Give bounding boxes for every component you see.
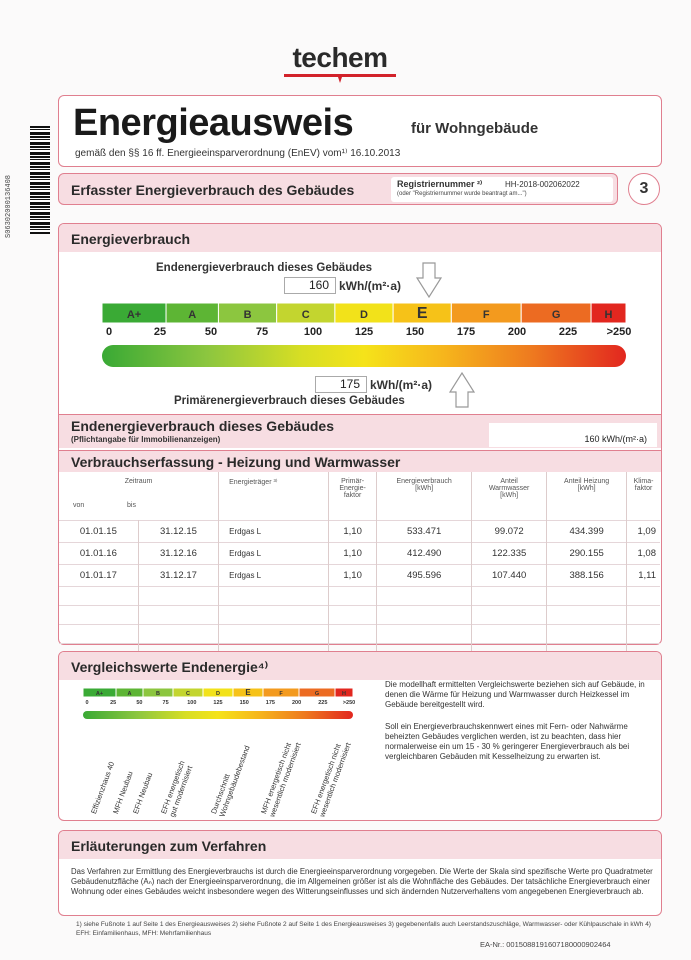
class-label-g: G bbox=[551, 309, 561, 321]
registration-label: Registriernummer ²⁾ bbox=[397, 179, 483, 189]
cell-verbrauch: 533.471 bbox=[377, 520, 472, 542]
scale-tick-1: 25 bbox=[153, 326, 167, 338]
primary-energy-unit: kWh/(m²·a) bbox=[370, 378, 432, 392]
scale-tick-5: 125 bbox=[213, 700, 223, 706]
erlaeuterungen-text: Das Verfahren zur Ermittlung des Energieverbrauchs ist durch die Energieeinsparverordnung vorgegeben. Die Werte der Skala sind spezifische Werte pro Quadratmeter Gebäudenutzfläche (Aₙ) nach der Energieeinsparverordnung, die im Allgemeinen größer ist als die Wohnfläche des Gebäudes. Der tatsächliche Energieverbrauch einer Wohnung oder eines Gebäudes weicht insbesondere wegen des Witterungseinflusses und sich ändernden Nutzerverhaltens vom angegebenen Energieverbrauch ab. bbox=[71, 867, 653, 896]
class-label-f: F bbox=[482, 309, 490, 321]
empty-table-row bbox=[59, 605, 660, 624]
end-energy-label: Endenergieverbrauch dieses Gebäudes bbox=[156, 262, 373, 274]
scale-tick-6: 150 bbox=[405, 326, 425, 338]
energieverbrauch-header bbox=[59, 224, 661, 252]
page-number: 3 bbox=[628, 173, 660, 205]
class-label-e: E bbox=[245, 688, 251, 697]
mini-class-scale bbox=[83, 688, 353, 697]
title-box bbox=[58, 95, 662, 167]
scale-tick-9: 225 bbox=[558, 326, 578, 338]
scale-tick-2: 50 bbox=[136, 700, 143, 706]
cell-von: 01.01.17 bbox=[59, 564, 138, 586]
cell-verbrauch: 412.490 bbox=[377, 542, 472, 564]
consumption-table bbox=[59, 472, 660, 662]
vergleichswerte-title: Vergleichswerte Endenergie⁴⁾ bbox=[71, 659, 269, 675]
cell-heizung: 434.399 bbox=[547, 520, 627, 542]
barcode-number: S06302000136408 bbox=[5, 174, 13, 238]
immo-header bbox=[59, 414, 661, 448]
class-label-h: H bbox=[342, 690, 346, 697]
vergleichswerte-header bbox=[59, 652, 661, 680]
scale-tick-9: 225 bbox=[318, 700, 328, 706]
scale-tick-0: 0 bbox=[85, 700, 89, 706]
verbrauch-title: Verbrauchserfassung - Heizung und Warmwasser bbox=[71, 454, 401, 470]
primary-energy-value: 175 bbox=[315, 376, 367, 393]
class-label-f: F bbox=[279, 690, 283, 697]
col-energieverbrauch: Energieverbrauch [kWh] bbox=[377, 472, 472, 520]
scale-tick-1: 25 bbox=[110, 700, 117, 706]
registration-number: HH-2018-002062022 bbox=[505, 180, 580, 189]
scale-tick-8: 200 bbox=[507, 326, 527, 338]
col-faktor: Primär- Energie- faktor bbox=[329, 472, 377, 520]
vergleich-text-1: Die modellhaft ermittelten Vergleichswerte beziehen sich auf Gebäude, in denen die Wärme für Heizung und Warmwasser durch Heizkessel im Gebäude bereitgestellt wird. bbox=[385, 680, 645, 709]
scale-tick-5: 125 bbox=[354, 326, 374, 338]
registration-note: (oder "Registriernummer wurde beantragt am...") bbox=[397, 191, 527, 197]
scale-tick-2: 50 bbox=[204, 326, 218, 338]
law-reference: gemäß den §§ 16 ff. Energieeinsparverordnung (EnEV) vom¹⁾ 16.10.2013 bbox=[75, 148, 401, 159]
logo-swoosh-icon bbox=[284, 74, 396, 84]
col-klimafaktor: Klima- faktor bbox=[633, 478, 654, 492]
comparison-label-2: EFH Neubau bbox=[131, 771, 155, 816]
arrow-down-icon bbox=[416, 262, 442, 298]
erlaeuterungen-section bbox=[58, 830, 662, 916]
arrow-up-icon bbox=[449, 372, 475, 408]
immo-title: Endenergieverbrauch dieses Gebäudes bbox=[71, 418, 334, 434]
logo-text: techem bbox=[292, 42, 388, 73]
empty-table-row bbox=[59, 586, 660, 605]
comparison-label-1: MFH Neubau bbox=[111, 770, 135, 816]
class-label-a: A bbox=[188, 309, 197, 321]
energy-class-scale bbox=[102, 303, 626, 323]
scale-tick-7: 175 bbox=[265, 700, 275, 706]
immo-value: 160 kWh/(m²·a) bbox=[489, 423, 657, 447]
registration-box bbox=[391, 177, 613, 202]
table-row bbox=[59, 520, 660, 542]
vergleichswerte-section bbox=[58, 651, 662, 821]
verbrauch-header bbox=[59, 450, 661, 472]
class-label-a: A bbox=[127, 690, 132, 697]
erfasst-header bbox=[58, 173, 618, 205]
cell-ww: 122.335 bbox=[472, 542, 547, 564]
scale-tick-6: 150 bbox=[239, 700, 249, 706]
immo-subtitle: (Pflichtangabe für Immobilienanzeigen) bbox=[71, 435, 221, 444]
scale-tick-4: 100 bbox=[187, 700, 197, 706]
vergleich-text-2: Soll ein Energieverbrauchskennwert eines mit Fern- oder Nahwärme beheizten Gebäudes verglichen werden, ist zu beachten, dass hier normalerweise ein um 15 - 30 % geringerer Energieverbrauch als bei vergleichbaren Gebäuden mit Kesselheizung zu erwarten ist. bbox=[385, 722, 630, 761]
energieverbrauch-title: Energieverbrauch bbox=[71, 231, 191, 247]
class-label-aplus: A+ bbox=[126, 309, 142, 321]
scale-tick-4: 100 bbox=[303, 326, 323, 338]
mini-gradient-bar bbox=[83, 711, 353, 719]
cell-bis: 31.12.16 bbox=[138, 542, 218, 564]
cell-bis: 31.12.17 bbox=[138, 564, 218, 586]
class-label-g: G bbox=[314, 690, 320, 697]
cell-verbrauch: 495.596 bbox=[377, 564, 472, 586]
class-label-d: D bbox=[360, 309, 368, 321]
empty-table-row bbox=[59, 624, 660, 643]
scale-tick-3: 75 bbox=[255, 326, 269, 338]
cell-bis: 31.12.15 bbox=[138, 520, 218, 542]
col-zeitraum: Zeitraum von bis bbox=[59, 472, 219, 520]
class-label-c: C bbox=[301, 309, 310, 321]
ea-number: EA-Nr.: 00150881916071800009024​64 bbox=[480, 940, 611, 949]
class-label-h: H bbox=[604, 309, 613, 321]
cell-faktor: 1,10 bbox=[329, 520, 377, 542]
cell-ww: 99.072 bbox=[472, 520, 547, 542]
page-title: Energieausweis bbox=[73, 102, 354, 144]
comparison-label-0: Effizienzhaus 40 bbox=[89, 760, 117, 816]
cell-faktor: 1,10 bbox=[329, 564, 377, 586]
cell-heizung: 290.155 bbox=[547, 542, 627, 564]
class-label-aplus: A+ bbox=[95, 690, 104, 697]
cell-ww: 107.440 bbox=[472, 564, 547, 586]
scale-tick-10: >250 bbox=[606, 326, 632, 338]
cell-klima: 1,09 bbox=[627, 520, 660, 542]
scale-tick-7: 175 bbox=[456, 326, 476, 338]
cell-faktor: 1,10 bbox=[329, 542, 377, 564]
cell-klima: 1,08 bbox=[627, 542, 660, 564]
energieverbrauch-section bbox=[58, 223, 662, 645]
primary-energy-label: Primärenergieverbrauch dieses Gebäudes bbox=[174, 395, 405, 407]
scale-tick-10: >250 bbox=[342, 700, 356, 706]
energy-gradient-bar bbox=[102, 345, 626, 367]
table-row bbox=[59, 564, 660, 586]
col-warmwasser: Anteil Warmwasser [kWh] bbox=[472, 472, 547, 520]
comparison-label-3: EFH energetisch gut modernisiert bbox=[159, 759, 195, 819]
barcode bbox=[30, 126, 50, 234]
erfasst-title: Erfasster Energieverbrauch des Gebäudes bbox=[71, 182, 355, 198]
scale-tick-3: 75 bbox=[162, 700, 169, 706]
cell-traeger: Erdgas L bbox=[219, 520, 329, 542]
page-subtitle: für Wohngebäude bbox=[411, 120, 539, 137]
comparison-label-4: Durchschnitt Wohngebäudebestand bbox=[209, 744, 252, 819]
comparison-label-6: EFH energetisch nicht wesentlich modernisiert bbox=[309, 741, 353, 819]
cell-klima: 1,11 bbox=[627, 564, 660, 586]
cell-traeger: Erdgas L bbox=[219, 542, 329, 564]
class-label-b: B bbox=[156, 690, 160, 697]
class-label-e: E bbox=[416, 305, 428, 322]
cell-traeger: Erdgas L bbox=[219, 564, 329, 586]
end-energy-unit: kWh/(m²·a) bbox=[339, 279, 401, 293]
cell-von: 01.01.15 bbox=[59, 520, 138, 542]
comparison-label-5: MFH energetisch nicht wesentlich modernisiert bbox=[259, 741, 303, 819]
col-energietraeger: Energieträger ³⁾ bbox=[219, 472, 329, 520]
col-heizung: Anteil Heizung [kWh] bbox=[547, 472, 627, 520]
erlaeuterungen-title: Erläuterungen zum Verfahren bbox=[71, 838, 267, 854]
class-label-b: B bbox=[243, 309, 252, 321]
scale-tick-0: 0 bbox=[105, 326, 113, 338]
table-row bbox=[59, 542, 660, 564]
erlaeuterungen-header bbox=[59, 831, 661, 859]
class-label-d: D bbox=[216, 690, 220, 697]
cell-heizung: 388.156 bbox=[547, 564, 627, 586]
footnotes: 1) siehe Fußnote 1 auf Seite 1 des Energieausweises 2) siehe Fußnote 2 auf Seite 1 des Energieausweises 3) gegebenenfalls auch Leerstandszuschläge, Warmwasser- oder Kühlpauschale in kWh 4) EFH: Einfamilienhaus, MFH: Mehrfamilienhaus bbox=[76, 921, 651, 937]
cell-von: 01.01.16 bbox=[59, 542, 138, 564]
scale-tick-8: 200 bbox=[292, 700, 302, 706]
class-label-c: C bbox=[186, 690, 190, 697]
techem-logo bbox=[284, 44, 396, 84]
end-energy-value: 160 bbox=[284, 277, 336, 294]
